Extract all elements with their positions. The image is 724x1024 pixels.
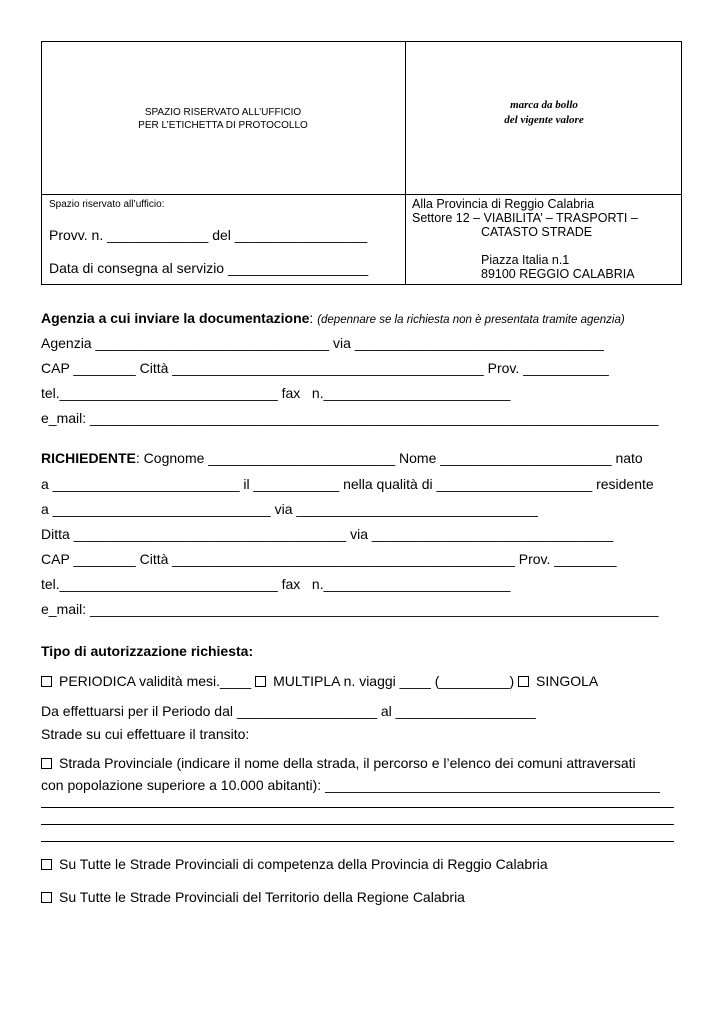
office-reserved-label: Spazio riservato all’ufficio:	[49, 199, 165, 210]
address-line1: Alla Provincia di Reggio Calabria	[412, 197, 595, 211]
autorizzazione-options	[41, 673, 598, 689]
agenzia-heading	[41, 310, 625, 326]
address-line5: 89100 REGGIO CALABRIA	[481, 267, 635, 281]
tutte-regione-label: Su Tutte le Strade Provinciali del Territorio della Regione Calabria	[59, 889, 465, 905]
provinciale-checkbox[interactable]	[41, 758, 52, 769]
multipla-checkbox[interactable]	[255, 676, 266, 687]
strade-label: Strade su cui effettuare il transito:	[41, 726, 250, 742]
richiedente-tel-line[interactable]: tel.____________________________ fax n.________________________	[41, 576, 511, 592]
richiedente-cap-line[interactable]: CAP ________ Città ____________________________________________ Prov. ________	[41, 551, 617, 567]
protocol-label-line1: SPAZIO RISERVATO ALL’UFFICIO	[144, 107, 302, 118]
agenzia-tel-line[interactable]: tel.____________________________ fax n.________________________	[41, 385, 511, 401]
periodica-label: PERIODICA validità mesi.____	[59, 673, 252, 689]
provinciale-label-line2[interactable]: con popolazione superiore a 10.000 abitanti): ___________________________________________	[41, 777, 660, 793]
provinciale-label-line1: Strada Provinciale (indicare il nome della strada, il percorso e l’elenco dei comuni attraversati	[59, 755, 636, 771]
header-divider-horizontal	[41, 194, 682, 195]
provinciale-option	[41, 755, 636, 771]
agenzia-colon: :	[309, 310, 314, 326]
stamp-label-line1: marca da bollo	[510, 99, 578, 111]
agenzia-cap-line[interactable]: CAP ________ Città ________________________________________ Prov. ___________	[41, 360, 609, 376]
header-table	[41, 41, 682, 285]
tutte-provincia-label: Su Tutte le Strade Provinciali di competenza della Provincia di Reggio Calabria	[59, 856, 548, 872]
provinciale-blank-line-1[interactable]	[41, 807, 674, 808]
tutte-provincia-option	[41, 856, 548, 872]
delivery-date-field[interactable]: Data di consegna al servizio __________________	[49, 260, 369, 276]
singola-checkbox[interactable]	[518, 676, 529, 687]
tutte-regione-checkbox[interactable]	[41, 892, 52, 903]
autorizzazione-title: Tipo di autorizzazione richiesta:	[41, 643, 254, 659]
agenzia-note: (depennare se la richiesta non è presentata tramite agenzia)	[317, 314, 625, 326]
periodo-line[interactable]: Da effettuarsi per il Periodo dal __________________ al __________________	[41, 703, 536, 719]
periodica-checkbox[interactable]	[41, 676, 52, 687]
tutte-provincia-checkbox[interactable]	[41, 859, 52, 870]
protocol-label-line2: PER L’ETICHETTA DI PROTOCOLLO	[138, 120, 308, 131]
agenzia-title: Agenzia a cui inviare la documentazione	[41, 310, 310, 326]
richiedente-title: RICHIEDENTE	[41, 450, 136, 466]
richiedente-email-line[interactable]: e_mail: _________________________________________________________________________	[41, 601, 659, 617]
richiedente-cognome-rest: : Cognome ________________________ Nome ______________________ nato	[135, 450, 643, 466]
tutte-regione-option	[41, 889, 465, 905]
header-divider-vertical	[405, 41, 406, 285]
richiedente-cognome-line[interactable]	[41, 450, 643, 466]
richiedente-ditta-line[interactable]: Ditta ___________________________________ via _______________________________	[41, 526, 614, 542]
address-line3: CATASTO STRADE	[481, 225, 593, 239]
provinciale-blank-line-2[interactable]	[41, 824, 674, 825]
agenzia-line[interactable]: Agenzia ______________________________ via ________________________________	[41, 335, 604, 351]
multipla-label: MULTIPLA n. viaggi ____ (_________)	[273, 673, 515, 689]
address-line2: Settore 12 – VIABILITA’ – TRASPORTI –	[412, 211, 638, 225]
richiedente-birth-line[interactable]: a ________________________ il ___________ nella qualità di ____________________ residente	[41, 476, 654, 492]
provinciale-blank-line-3[interactable]	[41, 841, 674, 842]
address-line4: Piazza Italia n.1	[481, 253, 570, 267]
agenzia-email-line[interactable]: e_mail: _________________________________________________________________________	[41, 410, 659, 426]
stamp-label-line2: del vigente valore	[504, 114, 584, 126]
richiedente-residence-line[interactable]: a ____________________________ via _______________________________	[41, 501, 538, 517]
singola-label: SINGOLA	[536, 673, 599, 689]
provv-field[interactable]: Provv. n. _____________ del _________________	[49, 227, 368, 243]
